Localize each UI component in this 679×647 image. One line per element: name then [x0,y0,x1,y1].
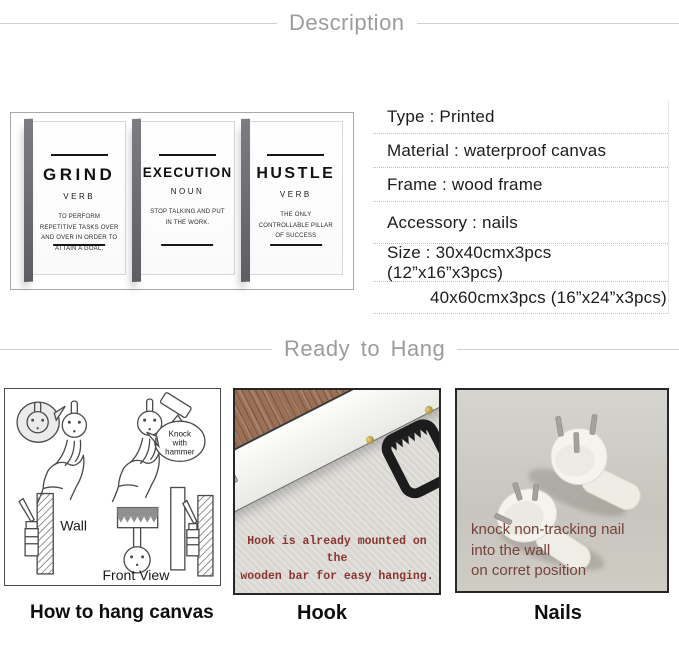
wall-label: Wall [60,517,88,534]
poster-definition: STOP TALKING AND PUT IN THE WORK. [150,209,225,226]
nails-note [471,520,624,581]
spec-row-type: Type : Printed [373,100,668,134]
panel-how-to-hang [4,388,221,586]
front-view-hook [118,508,158,573]
canvas-spine [132,119,141,282]
section-title-description: Description [289,10,405,35]
divider-line [0,349,272,350]
description-header [0,10,679,36]
nails-note-line: knock non-tracking nail [471,521,625,539]
poster-definition: THE ONLY CONTROLLABLE PILLAR OF SUCCESS [258,212,333,239]
spec-table [373,100,669,314]
nails-note-line: into the wall [471,541,551,559]
poster-grind [32,121,126,275]
poster-title: GRIND [43,165,116,184]
canvas-spine [24,119,33,282]
spec-row-material: Material : waterproof canvas [373,134,668,168]
front-view-label: Front View [102,566,170,583]
poster-title: EXECUTION [142,165,233,180]
metal-slot [233,473,238,497]
hook-note [235,533,439,586]
nail-icon [138,399,162,435]
nails-note-line: on corret position [471,561,587,579]
hook-note-line: Hook is already mounted on the [247,534,427,566]
panel-hook [233,388,441,595]
wall-cross-section [19,494,53,574]
canvas-spine [241,119,250,282]
speech-bubble-nail [17,402,65,442]
panel-nails [455,388,669,593]
nail-icon [62,401,86,437]
poster-word-type: VERB [63,192,96,201]
ready-to-hang-header [0,336,679,362]
poster-rule-bottom [53,244,105,246]
caption-how-to-hang: How to hang canvas [30,602,214,623]
poster-rule-top [51,154,108,156]
section-title-ready: Ready to Hang [284,336,446,361]
spec-row-accessory: Accessory : nails [373,202,668,244]
poster-definition: TO PERFORM REPETITIVE TASKS OVER AND OVER IN ORDER TO ATTAIN A GOAL. [39,214,119,252]
divider-line [0,23,277,24]
hook-note-line: wooden bar for easy hanging. [240,570,434,584]
divider-line [457,349,679,350]
bubble-text-line: Knock [168,429,191,439]
poster-rule-top [267,154,324,156]
bubble-text-line: with [172,438,187,448]
poster-title: HUSTLE [256,165,336,182]
caption-hook: Hook [297,602,347,624]
poster-rule-top [159,154,216,156]
bubble-text-line: hammer [165,447,195,457]
poster-word-type: VERB [279,190,312,199]
caption-nails: Nails [534,602,582,624]
canvas-mockup-image [10,112,354,290]
spec-row-frame: Frame : wood frame [373,168,668,202]
wall-cross-section-right [171,488,213,576]
poster-rule-bottom [162,244,214,246]
poster-rule-bottom [270,244,322,246]
hang-instructions-drawing [5,389,220,585]
spec-row-size-1: Size : 30x40cmx3pcs (12”x16”x3pcs) [373,244,668,282]
poster-execution [140,121,234,275]
divider-line [417,23,679,24]
poster-word-type: NOUN [170,187,205,196]
poster-hustle [249,121,343,275]
spec-row-size-2: 40x60cmx3pcs (16”x24”x3pcs) [373,282,668,314]
